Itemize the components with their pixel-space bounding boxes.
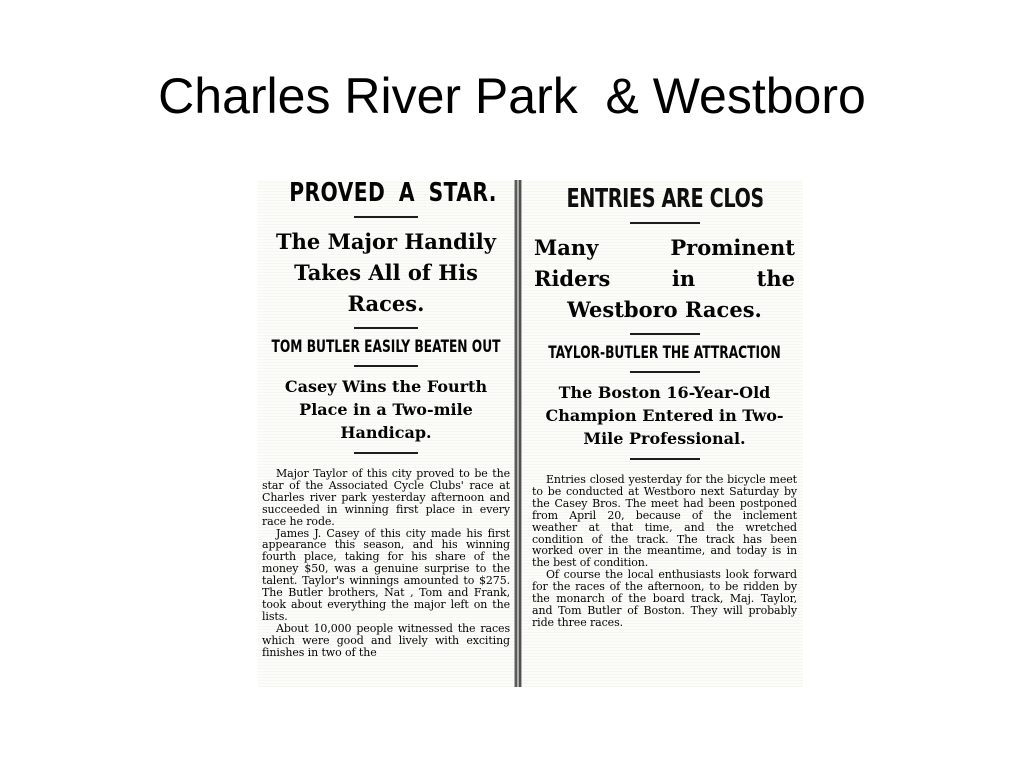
column-rule: [630, 222, 700, 224]
article-deck-secondary: TAYLOR-BUTLER THE ATTRACTION: [548, 343, 781, 363]
article-body: [532, 474, 797, 629]
article-paragraph: James J. Casey of this city made his first appearance this season, and his winning fourth place, taking for his share of the money $50, was a genuine surprise to the talent. Taylor's winnings amounted to $275. The Butler brothers, Nat , Tom and Frank, took about everything the major left on the lists.: [262, 526, 510, 623]
column-divider: [514, 180, 522, 687]
article-deck-tertiary: The Boston 16-Year-Old Champion Entered in Two-Mile Professional.: [545, 383, 784, 448]
article-deck-primary: The Major Handily Takes All of His Races.: [276, 229, 496, 316]
newspaper-clipping-image: [258, 180, 803, 687]
article-body: [262, 468, 510, 659]
column-rule: [630, 458, 700, 460]
article-paragraph: Major Taylor of this city proved to be the star of the Associated Cycle Clubs' race at Charles river park yesterday afternoon and succeeded in winning first place in every race he rode.: [262, 467, 510, 528]
column-rule: [630, 333, 700, 335]
column-rule: [630, 371, 700, 373]
slide-title: Charles River Park & Westboro: [158, 68, 866, 124]
article-headline: ENTRIES ARE CLOSED.: [566, 184, 800, 214]
article-paragraph: Of course the local enthusiasts look forward for the races of the afternoon, to be ridden by the monarch of the board track, Maj. Taylor, and Tom Butler of Boston. They will probably ride three races.: [532, 568, 797, 629]
article-paragraph: Entries closed yesterday for the bicycle meet to be conducted at Westboro next Saturday by the Casey Bros. The meet had been postponed from April 20, because of the inclement weather at that time, and the wretched condition of the track. The track has been worked over in the meantime, and today is in the best of condition.: [532, 473, 797, 570]
column-rule: [354, 452, 418, 454]
article-paragraph: About 10,000 people witnessed the races which were good and lively with exciting finishes in two of the: [262, 621, 510, 659]
article-deck-tertiary: Casey Wins the Fourth Place in a Two-mile Handicap.: [284, 377, 488, 442]
clipping-column-charles-river-park: [258, 180, 514, 687]
column-rule: [354, 327, 418, 329]
article-headline: PROVED A STAR.: [289, 180, 497, 208]
column-rule: [354, 216, 418, 218]
article-deck-primary: Many Prominent Riders in the Westboro Races.: [534, 235, 795, 322]
column-rule: [354, 365, 418, 367]
clipping-column-westboro: [522, 180, 803, 687]
article-deck-secondary: TOM BUTLER EASILY BEATEN OUT: [271, 337, 501, 357]
